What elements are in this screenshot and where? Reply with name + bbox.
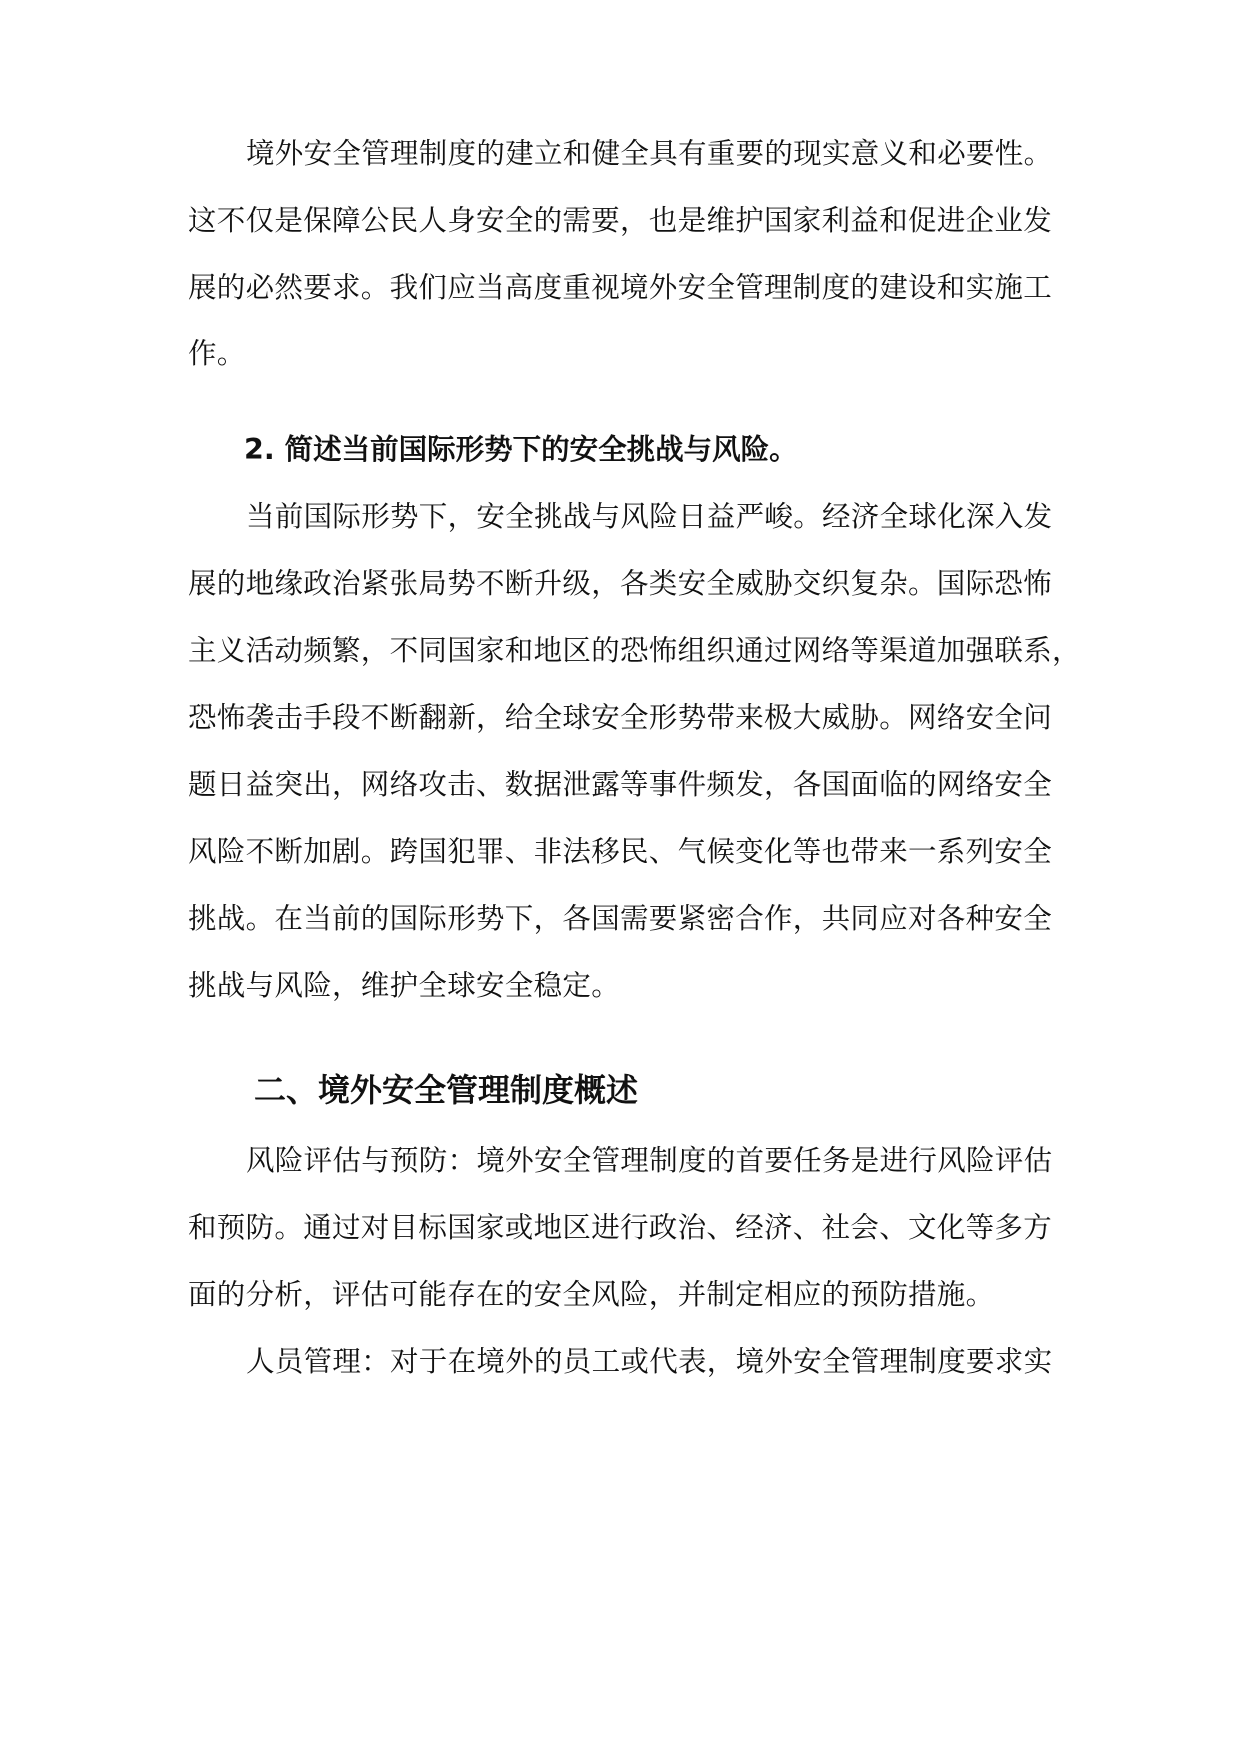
paragraph-3-line-2: 和预防。通过对目标国家或地区进行政治、经济、社会、文化等多方 (188, 1211, 1053, 1244)
paragraph-3-line-3: 面的分析，评估可能存在的安全风险，并制定相应的预防措施。 (188, 1278, 995, 1311)
paragraph-2-line-8: 挑战与风险，维护全球安全稳定。 (188, 969, 621, 1002)
paragraph-2-line-5: 题日益突出，网络攻击、数据泄露等事件频发，各国面临的网络安全 (188, 768, 1053, 801)
paragraph-2-line-3: 主义活动频繁，不同国家和地区的恐怖组织通过网络等渠道加强联系， (188, 634, 1081, 667)
paragraph-1-line-2: 这不仅是保障公民人身安全的需要，也是维护国家利益和促进企业发 (188, 204, 1053, 237)
paragraph-1-line-3: 展的必然要求。我们应当高度重视境外安全管理制度的建设和实施工 (188, 271, 1053, 304)
paragraph-4-line-1: 人员管理：对于在境外的员工或代表，境外安全管理制度要求实 (246, 1345, 1053, 1378)
paragraph-2-line-2: 展的地缘政治紧张局势不断升级，各类安全威胁交织复杂。国际恐怖 (188, 567, 1053, 600)
paragraph-2-line-7: 挑战。在当前的国际形势下，各国需要紧密合作，共同应对各种安全 (188, 902, 1053, 935)
subsection-heading: 2. 简述当前国际形势下的安全挑战与风险。 (244, 433, 798, 466)
paragraph-2-line-6: 风险不断加剧。跨国犯罪、非法移民、气候变化等也带来一系列安全 (188, 835, 1053, 868)
paragraph-1-line-1: 境外安全管理制度的建立和健全具有重要的现实意义和必要性。 (246, 137, 1053, 170)
paragraph-1-line-4: 作。 (188, 337, 246, 370)
paragraph-2-line-1: 当前国际形势下，安全挑战与风险日益严峻。经济全球化深入发 (246, 500, 1053, 533)
section-heading: 二、境外安全管理制度概述 (254, 1071, 639, 1109)
paragraph-2-line-4: 恐怖袭击手段不断翻新，给全球安全形势带来极大威胁。网络安全问 (188, 701, 1053, 734)
paragraph-3-line-1: 风险评估与预防：境外安全管理制度的首要任务是进行风险评估 (246, 1144, 1053, 1177)
